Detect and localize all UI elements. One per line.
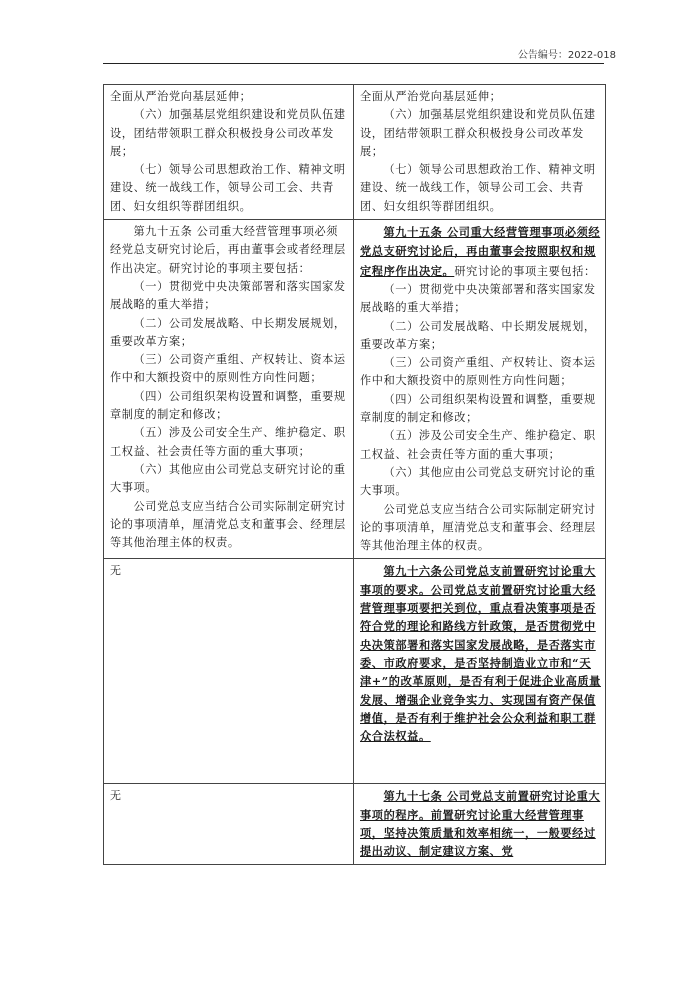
paragraph: 全面从严治党向基层延伸； [110, 90, 252, 103]
paragraph: （六）其他应由公司党总支研究讨论的重大事项。 [360, 465, 596, 498]
paragraph: （六）其他应由公司党总支研究讨论的重大事项。 [110, 462, 346, 495]
revised-emphasis: 第九十五条 公司重大经营管理事项必须经党总支研究讨论后，再由董事会按照职权和规定程序作出决定。 [360, 225, 601, 278]
paragraph: （三）公司资产重组、产权转让、资本运作中和大额投资中的原则性方向性问题； [110, 353, 346, 385]
paragraph-tail: 研究讨论的事项主要包括： [454, 264, 596, 278]
announcement-number: 公告编号：2022-018 [517, 50, 616, 61]
paragraph: （五）涉及公司安全生产、维护稳定、职工权益、社会责任等方面的重大事项； [360, 429, 596, 461]
table-row [104, 220, 606, 559]
paragraph: （一）贯彻党中央决策部署和落实国家发展战略的重大举措； [110, 279, 346, 312]
article-96-new: 第九十六条公司党总支前置研究讨论重大事项的要求。公司党总支前置研究讨论重大经营管理事项要把关到位，重点看决策事项是否符合党的理论和路线方针政策，是否贯彻党中央决策部署和落实国家发展战略，是否落实市委、市政府要求，是否坚持制造业立市和“天津+”的改革原则，是否有利于促进企业高质量发展、增强企业竞争实力、实现国有资产保值增值，是否有利于维护社会公众利益和职工群众合法权益。 [360, 564, 601, 744]
revised-cell [354, 85, 606, 220]
paragraph: （七）领导公司思想政治工作、精神文明建设、统一战线工作，领导公司工会、共青团、妇女组织等群团组织。 [110, 163, 346, 213]
none-text: 无 [110, 789, 122, 803]
article-95-revised [360, 223, 601, 281]
paragraph: （三）公司资产重组、产权转让、资本运作中和大额投资中的原则性方向性问题； [360, 356, 596, 388]
paragraph: （四）公司组织架构设置和调整，重要规章制度的制定和修改； [110, 389, 346, 422]
revised-cell [354, 559, 606, 784]
paragraph: 公司党总支应当结合公司实际制定研究讨论的事项清单，厘清党总支和董事会、经理层等其他治理主体的权责。 [360, 502, 596, 553]
paragraph: （一）贯彻党中央决策部署和落实国家发展战略的重大举措； [360, 282, 596, 315]
article-97-new: 第九十七条 公司党总支前置研究讨论重大事项的程序。前置研究讨论重大经营管理事项，坚持决策质量和效率相统一，一般要经过提出动议、制定建议方案、党 [360, 789, 601, 859]
paragraph: （六）加强基层党组织建设和党员队伍建设，团结带领职工群众积极投身公司改革发展； [360, 108, 596, 158]
none-text: 无 [110, 564, 122, 578]
paragraph: （六）加强基层党组织建设和党员队伍建设，团结带领职工群众积极投身公司改革发展； [110, 108, 346, 158]
paragraph: 公司党总支应当结合公司实际制定研究讨论的事项清单，厘清党总支和董事会、经理层等其他治理主体的权责。 [110, 499, 346, 550]
original-cell [104, 559, 354, 784]
table-row [104, 85, 606, 220]
original-cell [104, 784, 354, 864]
revised-cell [354, 220, 606, 559]
paragraph: （四）公司组织架构设置和调整，重要规章制度的制定和修改； [360, 392, 596, 425]
original-cell [104, 220, 354, 559]
paragraph: 全面从严治党向基层延伸； [360, 90, 502, 103]
original-cell [104, 85, 354, 220]
table-row [104, 784, 606, 864]
header-divider [103, 63, 604, 64]
paragraph: （二）公司发展战略、中长期发展规划，重要改革方案； [110, 316, 346, 348]
revised-cell [354, 784, 606, 864]
paragraph: （七）领导公司思想政治工作、精神文明建设、统一战线工作，领导公司工会、共青团、妇女组织等群团组织。 [360, 163, 596, 213]
paragraph: （五）涉及公司安全生产、维护稳定、职工权益、社会责任等方面的重大事项； [110, 426, 346, 458]
comparison-table [103, 84, 606, 865]
paragraph: （二）公司发展战略、中长期发展规划，重要改革方案； [360, 319, 596, 351]
table-row [104, 559, 606, 784]
article-95-original: 第九十五条 公司重大经营管理事项必须经党总支研究讨论后，再由董事会或者经理层作出决定。研究讨论的事项主要包括： [110, 225, 346, 275]
